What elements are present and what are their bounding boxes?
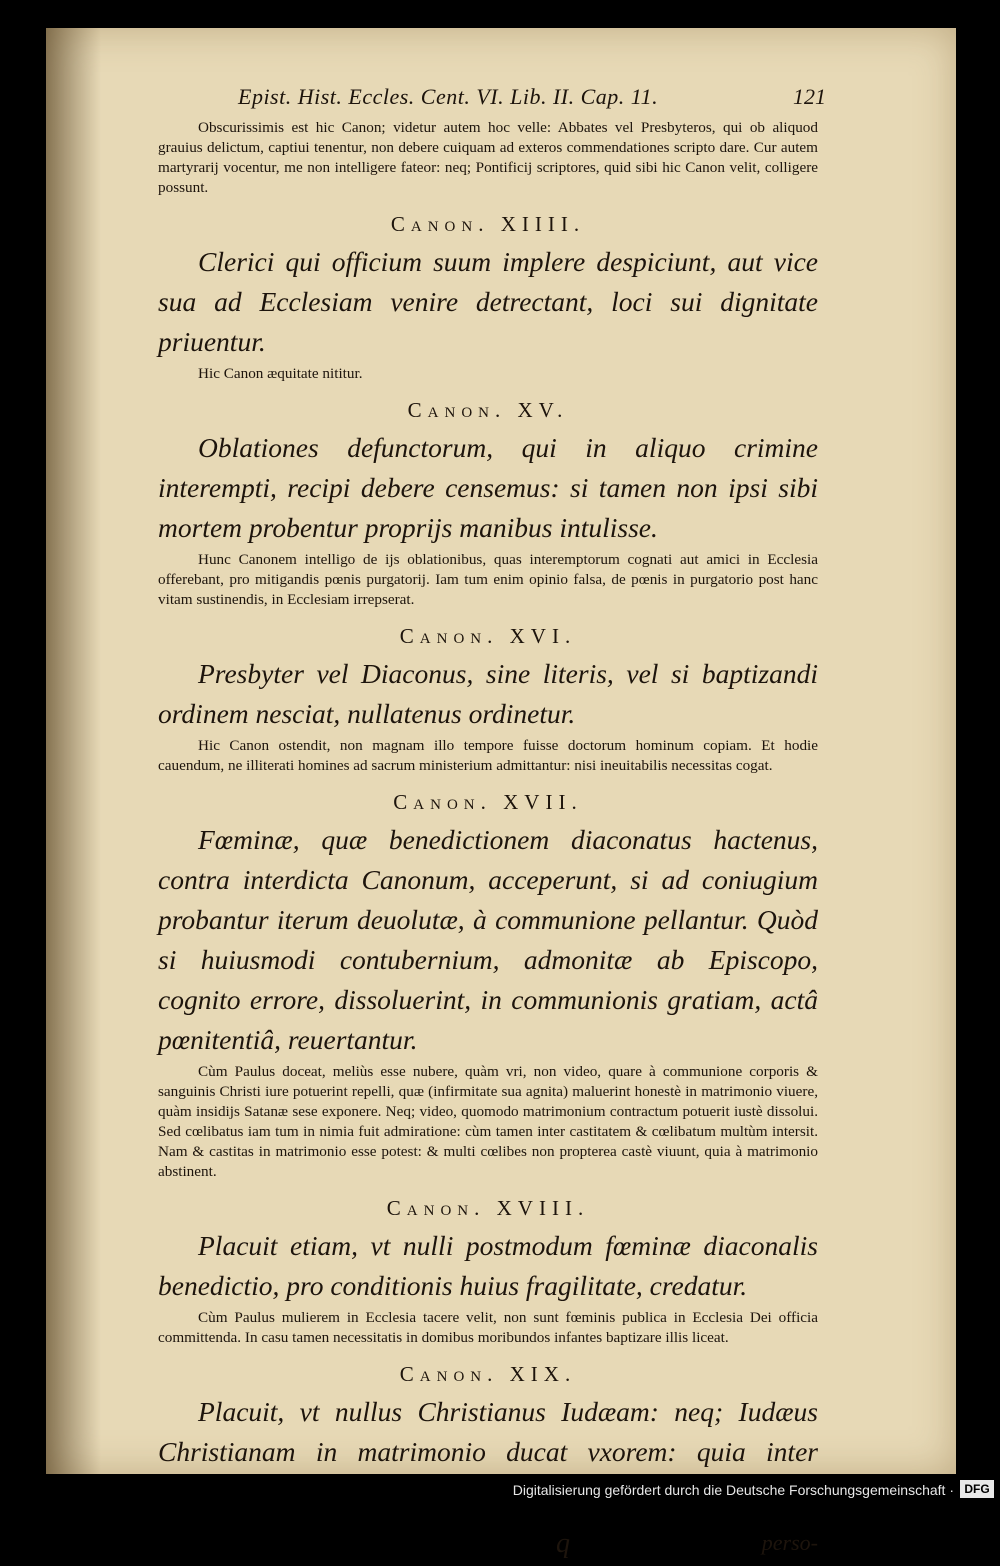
canon-17	[158, 790, 818, 1182]
catchword: perso-	[761, 1530, 818, 1555]
canon-comment: Hic Canon æquitate nititur.	[198, 365, 363, 382]
catchline	[158, 1522, 818, 1566]
canon-text: Fœminæ, quæ benedictionem diaconatus hactenus, contra interdicta Canonum, acceperunt, si ad coniugium probantur iterum deuolutæ, à communione pellantur. Quòd si huiusmodi contubernium, admonitæ ab Episcopo, cognito errore, dissoluerint, in communionis gratiam, actâ pœnitentiâ, reuertantur.	[158, 824, 818, 1055]
canon-heading: Canon. XVII.	[393, 790, 583, 814]
intro-comment: Obscurissimis est hic Canon; videtur autem hoc velle: Abbates vel Presbyteros, qui ob aliquod grauius delictum, captiui tenentur, non debere cuiquam ad exteros commendationes scripto dare. Cur autem martyrarij vocentur, me non intelligere fateor: neq; Pontificij scriptores, quid sibi hic Canon velit, colligere possunt.	[158, 119, 818, 196]
canon-text: Placuit etiam, vt nulli postmodum fœminæ diaconalis benedictio, pro conditionis huius fragilitate, credatur.	[158, 1230, 818, 1301]
canon-comment: Cùm Paulus mulierem in Ecclesia tacere velit, non sunt fœminis publica in Ecclesia Dei officia committenda. In casu tamen necessitatis in domibus moribundos infantes baptizare illis liceat.	[158, 1309, 818, 1346]
canon-heading: Canon. XIIII.	[390, 212, 586, 236]
canon-comment: Cùm Paulus doceat, meliùs esse nubere, quàm vri, non video, quare à communione corporis & sanguinis Christi iure potuerint repelli, quæ (infirmitate sua agnita) maluerint honestè in matrimonio viuere, quàm insidijs Satanæ sese exponere. Neq; video, quomodo matrimonium contractum potuerit iustè dissolui. Sed cœlibatus iam tum in nimia fuit admiratione: cùm tamen inter castitatem & cœlibatum multùm intersit. Nam & castitas in matrimonio esse potest: & multi cœlibes non propterea castè viuunt, quia à matrimonio abstinent.	[158, 1063, 818, 1180]
running-title: Epist. Hist. Eccles. Cent. VI. Lib. II. Cap. 11.	[238, 84, 659, 109]
canon-text: Oblationes defunctorum, qui in aliquo crimine interempti, recipi debere censemus: si tamen non ipsi sibi mortem probentur proprijs manibus intulisse.	[158, 432, 818, 543]
canon-15	[158, 398, 818, 610]
dfg-logo: DFG	[960, 1480, 994, 1498]
gutter-shadow	[46, 28, 101, 1474]
canon-16	[158, 624, 818, 776]
page-number: 121	[793, 84, 826, 109]
canon-heading: Canon. XVIII.	[386, 1196, 590, 1220]
canon-heading: Canon. XVI.	[399, 624, 577, 648]
page-content	[158, 84, 826, 1566]
signature-mark: q	[556, 1528, 570, 1559]
funding-credit: Digitalisierung gefördert durch die Deutsche Forschungsgemeinschaft ·	[512, 1482, 954, 1498]
canon-text: Placuit, vt nullus Christianus Iudæam: neq; Iudæus Christianam in matrimonio ducat vxorem: quia inter	[158, 1396, 818, 1467]
canon-heading: Canon. XV.	[407, 398, 569, 422]
canon-text: Clerici qui officium suum implere despiciunt, aut vice sua ad Ecclesiam venire detrectant, loci sui dignitate priuentur.	[158, 246, 818, 357]
canon-comment: Hunc Canonem intelligo de ijs oblationibus, quas interemptorum cognati aut amici in Ecclesia offerebant, pro mitigandis pœnis purgatorij. Iam tum enim opinio falsa, de pœnis in purgatorio post hanc vitam sustinendis, in Ecclesiam irrepserat.	[158, 551, 818, 608]
canon-comment: Hic Canon ostendit, non magnam illo tempore fuisse doctorum hominum copiam. Et hodie cauendum, ne illiterati homines ad sacrum ministerium admittantur: nisi ineuitabilis necessitas cogat.	[158, 737, 818, 774]
running-head	[158, 84, 826, 118]
canon-14	[158, 212, 818, 384]
canon-text: Presbyter vel Diaconus, sine literis, vel si baptizandi ordinem nesciat, nullatenus ordinetur.	[158, 658, 818, 729]
digitization-footer	[0, 1474, 1000, 1506]
canon-heading: Canon. XIX.	[399, 1362, 577, 1386]
canon-18	[158, 1196, 818, 1348]
